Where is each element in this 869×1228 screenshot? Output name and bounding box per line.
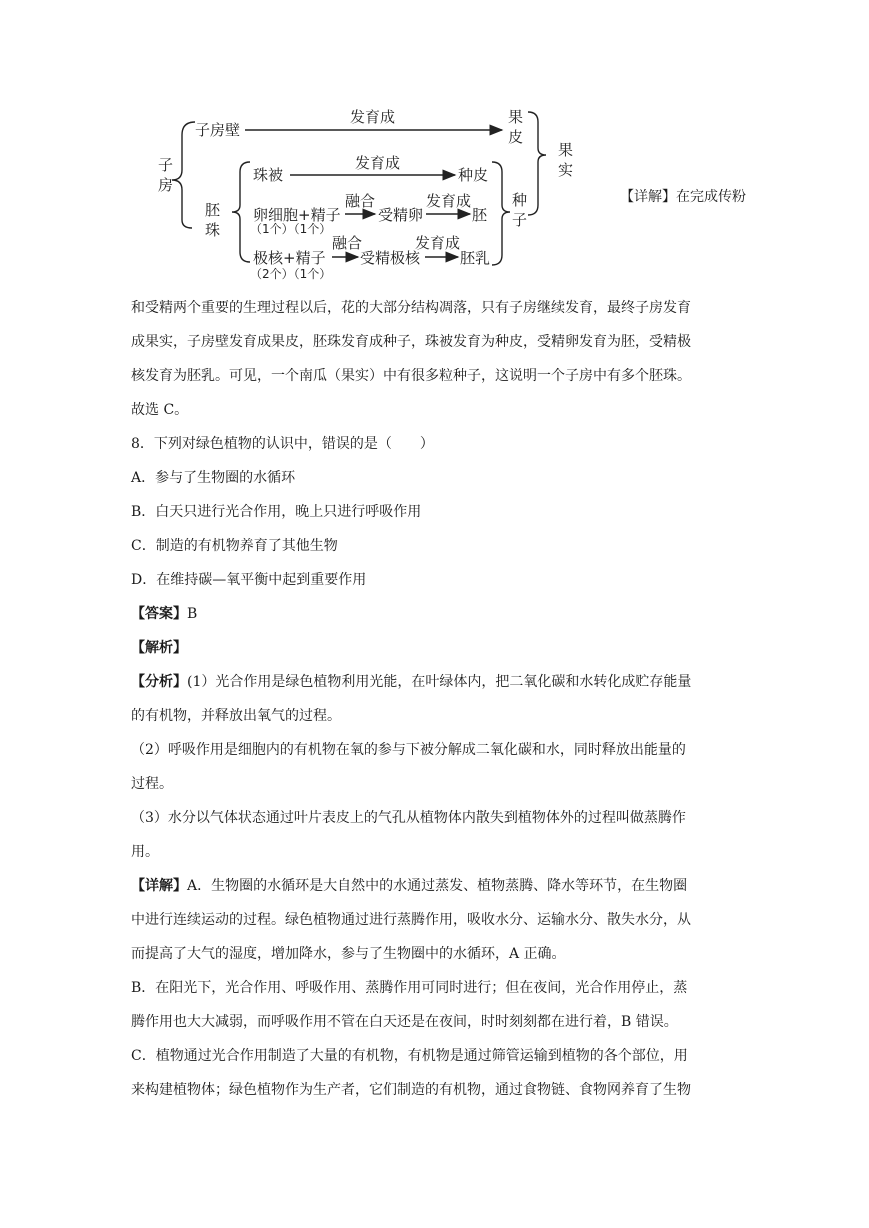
text-line: （2）呼吸作用是细胞内的有机物在氧的参与下被分解成二氧化碳和水，同时释放出能量的: [131, 742, 686, 758]
seed-label-2: 子: [512, 211, 528, 229]
egg-sperm-label: 卵细胞+精子: [253, 206, 341, 224]
text-line: 过程。: [131, 776, 173, 792]
zygote-label: 受精卵: [378, 206, 424, 224]
ovary-label-2: 房: [158, 176, 174, 194]
polar-count-label: （2个）（1个）: [250, 267, 332, 281]
text-line: 核发育为胚乳。可见，一个南瓜（果实）中有很多粒种子，这说明一个子房中有多个胚珠。: [131, 368, 691, 384]
text-line: 成果实，子房壁发育成果皮，胚珠发育成种子，珠被发育为种皮，受精卵发育为胚，受精极: [131, 334, 691, 350]
fertilized-polar-label: 受精极核: [360, 249, 421, 267]
text-line: 8．下列对绿色植物的认识中，错误的是（ ）: [131, 436, 434, 452]
text-line: C．制造的有机物养育了其他生物: [131, 538, 338, 554]
embryo-label: 胚: [472, 206, 488, 224]
develops-label-1: 发育成: [350, 108, 396, 126]
ovule-label-2: 珠: [205, 221, 221, 239]
polar-sperm-label: 极核+精子: [253, 249, 326, 267]
ovary-wall-label: 子房壁: [195, 121, 241, 139]
text-line: 和受精两个重要的生理过程以后，花的大部分结构凋落，只有子房继续发育，最终子房发育: [131, 300, 691, 316]
text-line: B．在阳光下，光合作用、呼吸作用、蒸腾作用可同时进行；但在夜间，光合作用停止，蒸: [131, 980, 688, 996]
integument-label: 珠被: [253, 166, 284, 184]
text-line: 【解析】: [131, 640, 187, 656]
text-line: 用。: [131, 844, 159, 860]
text-line: B．白天只进行光合作用，晚上只进行呼吸作用: [131, 504, 422, 520]
egg-count-label: （1个）（1个）: [250, 222, 332, 236]
text-line: 【详解】A．生物圈的水循环是大自然中的水通过蒸发、植物蒸腾、降水等环节，在生物圈: [131, 878, 688, 894]
ovary-brace: [172, 122, 195, 228]
text-line: 的有机物，并释放出氧气的过程。: [131, 708, 341, 724]
develops-label-4: 发育成: [415, 234, 461, 252]
develops-label-3: 发育成: [426, 192, 472, 210]
text-line: 中进行连续运动的过程。绿色植物通过进行蒸腾作用，吸收水分、运输水分、散失水分，从: [131, 912, 691, 928]
develops-label-2: 发育成: [355, 154, 401, 172]
text-line: 【答案】B: [131, 606, 198, 622]
text-line: （3）水分以气体状态通过叶片表皮上的气孔从植物体内散失到植物体外的过程叫做蒸腾作: [131, 810, 686, 826]
text-line: 【分析】(1）光合作用是绿色植物利用光能，在叶绿体内，把二氧化碳和水转化成贮存能量: [131, 674, 692, 690]
fusion-label-2: 融合: [332, 234, 363, 252]
text-line: 故选 C。: [131, 402, 189, 418]
seed-label-1: 种: [512, 191, 528, 209]
endosperm-label: 胚乳: [460, 249, 491, 267]
ovule-brace: [232, 162, 250, 262]
seed-brace: [492, 162, 510, 265]
text-line: 腾作用也大大减弱，而呼吸作用不管在白天还是在夜间，时时刻刻都在进行着，B 错误。: [131, 1014, 678, 1030]
fruit-brace: [528, 112, 546, 215]
pericarp-label-1: 果: [508, 108, 524, 126]
ovule-label-1: 胚: [205, 201, 221, 219]
detail-heading-inline: 【详解】在完成传粉: [620, 189, 746, 205]
text-line: C．植物通过光合作用制造了大量的有机物，有机物是通过筛管运输到植物的各个部位，用: [131, 1048, 688, 1064]
text-line: 来构建植物体；绿色植物作为生产者，它们制造的有机物，通过食物链、食物网养育了生物: [131, 1082, 691, 1098]
ovary-label-1: 子: [158, 156, 174, 174]
text-line: A．参与了生物圈的水循环: [131, 470, 296, 486]
text-line: D．在维持碳—氧平衡中起到重要作用: [131, 572, 367, 588]
seed-coat-label: 种皮: [458, 166, 489, 184]
fruit-label-1: 果: [558, 141, 574, 159]
fusion-label-1: 融合: [345, 192, 376, 210]
pericarp-label-2: 皮: [508, 128, 524, 146]
fruit-label-2: 实: [558, 161, 574, 179]
text-line: 而提高了大气的湿度，增加降水，参与了生物圈中的水循环，A 正确。: [131, 946, 566, 962]
